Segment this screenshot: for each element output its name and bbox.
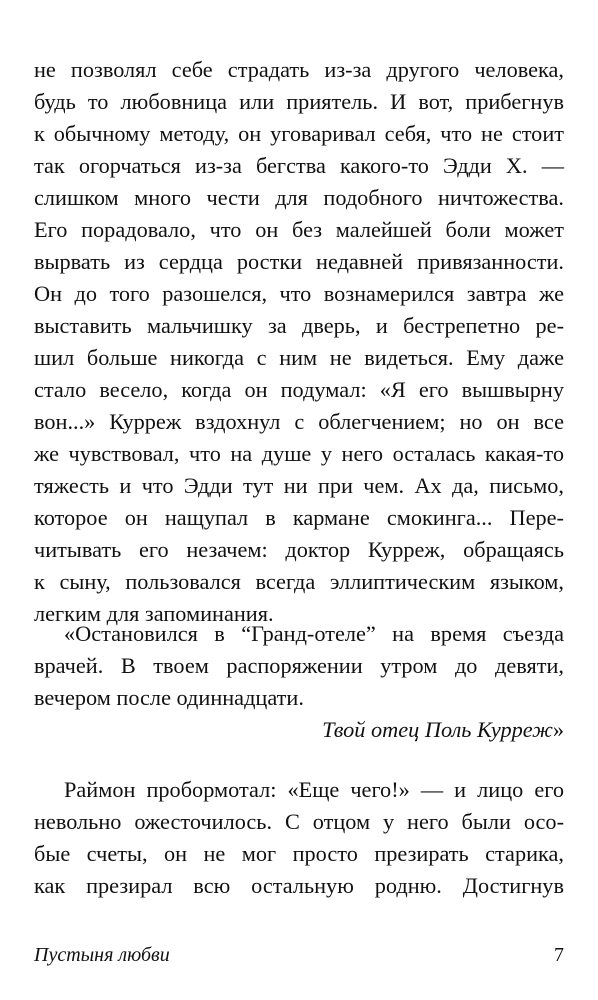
page-number: 7 [554,944,564,966]
text-line: читывать его незачем: доктор Курреж, обращаясь [34,537,564,562]
text-line: будь то любовница или приятель. И вот, прибегнув [34,89,564,114]
letter-signature [34,714,564,746]
text-line: невольно ожесточилось. С отцом у него были осо- [34,809,564,834]
text-line: к обычному методу, он уговаривал себя, что не стоит [34,121,564,146]
text-line: тяжесть и что Эдди тут ни при чем. Ах да, письмо, [34,473,564,498]
text-line: бые счеты, он не мог просто презирать старика, [34,841,564,866]
text-line: выставить мальчишку за дверь, и бестрепетно ре- [34,313,564,338]
text-line: Раймон пробормотал: «Еще чего!» — и лицо его [64,777,564,802]
text-line: вырвать из сердца ростки недавней привязанности. [34,249,564,274]
paragraph-3 [34,774,564,902]
text-line: Его порадовало, что он без малейшей боли может [34,217,564,242]
text-line: «Остановился в “Гранд-отеле” на время съезда [64,621,564,646]
text-line: слишком много чести для подобного ничтожества. [34,185,564,210]
closing-quote-mark: » [552,717,564,742]
text-line: к сыну, пользовался всегда эллиптическим языком, [34,569,564,594]
text-line: которое он нащупал в кармане смокинга... Пере- [34,505,564,530]
running-title: Пустыня любви [34,944,170,966]
text-line: вечером после одиннадцати. [34,685,304,710]
paragraph-1 [34,54,564,630]
text-line: врачей. В твоем распоряжении утром до девяти, [34,653,564,678]
text-line: стало весело, когда он подумал: «Я его вышвырну [34,377,564,402]
signature-text: Твой отец Поль Курреж [322,717,553,742]
text-line: не позволял себе страдать из-за другого человека, [34,57,564,82]
text-line: вон...» Курреж вздохнул с облегчением; но он все [34,409,564,434]
text-line: же чувствовал, что на душе у него осталась какая-то [34,441,564,466]
letter-quote [34,618,564,746]
page-footer [34,940,564,970]
text-line: шил больше никогда с ним не видеться. Ему даже [34,345,564,370]
text-line: так огорчаться из-за бегства какого-то Эдди Х. — [34,153,564,178]
text-line: как презирал всю остальную родню. Достигнув [34,873,564,898]
text-line: легким для запоминания. [34,601,274,626]
text-line: Он до того разошелся, что вознамерился завтра же [34,281,564,306]
